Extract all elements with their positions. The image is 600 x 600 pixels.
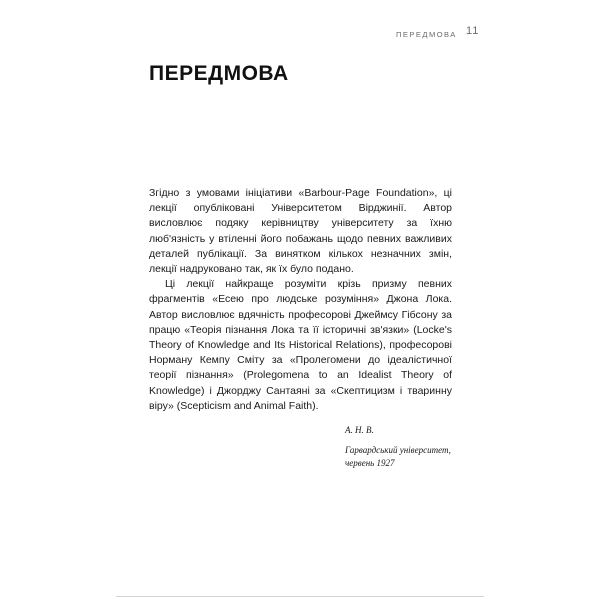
- signature-block: [345, 424, 505, 471]
- running-head: ПЕРЕДМОВА: [396, 30, 457, 39]
- body-text: [149, 186, 452, 414]
- chapter-title: ПЕРЕДМОВА: [149, 62, 289, 85]
- page-bottom-edge: [116, 596, 484, 597]
- signature-place: Гарвардський університет,: [345, 444, 451, 455]
- paragraph-2: Ці лекції найкраще розуміти крізь призму певних фрагментів «Есею про людське розуміння» Джона Лока. Автор висловлює вдячність професорові Джеймсу Гібсону за працю «Теорія пізнання Лока та її історичні зв'язки» (Locke's Theory of Knowledge and Its Historical Relations), професорові Норману Кемпу Сміту за «Пролегомени до ідеалістичної теорії пізнання» (Prolegomena to an Idealist Theory of Knowledge) і Джорджу Сантаяні за «Скептицизм і тваринну віру» (Scepticism and Animal Faith).: [149, 278, 452, 412]
- paragraph-1: Згідно з умовами ініціативи «Barbour-Page Foundation», ці лекції опубліковані Університетом Вірджинії. Автор висловлює подяку керівництву університету за їхню люб'язність у втіленні його побажань щодо певних важливих деталей публікації. За винятком кількох незначних змін, лекції надруковано так, як їх було подано.: [149, 187, 452, 276]
- page-number: 11: [466, 25, 480, 37]
- signature-date: червень 1927: [345, 458, 395, 468]
- author-initials: А. Н. В.: [345, 425, 374, 435]
